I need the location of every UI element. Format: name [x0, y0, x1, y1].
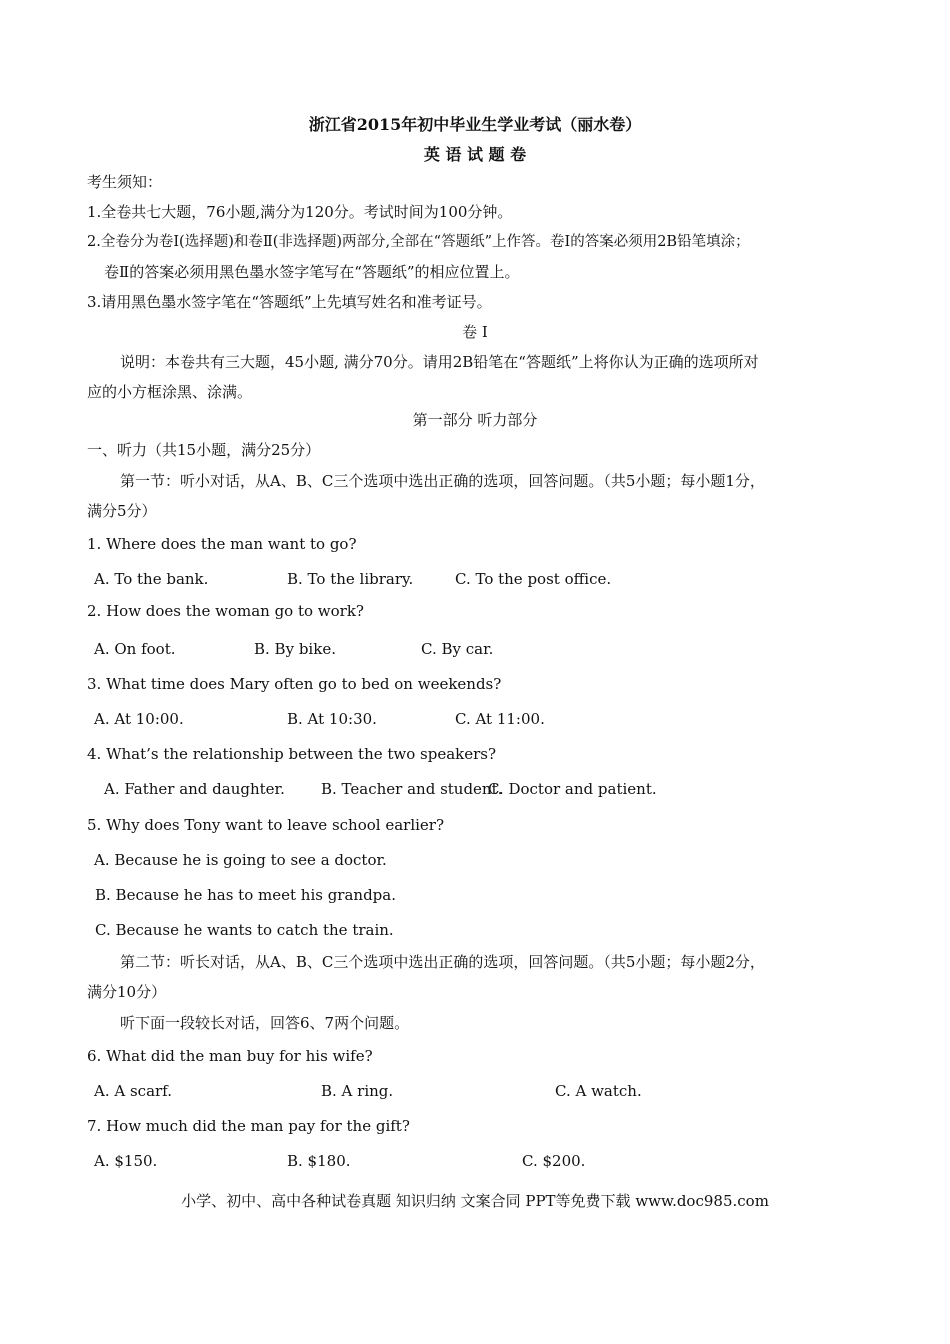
question-2-option-a: A. On foot. — [94, 640, 176, 658]
question-5-option-a: A. Because he is going to see a doctor. — [94, 851, 387, 869]
question-4: 4. What’s the relationship between the two speakers? — [87, 745, 497, 763]
subsection-2-line-2: 满分10分） — [87, 983, 167, 1001]
question-7-option-a: A. $150. — [94, 1152, 158, 1170]
question-2-option-c: C. By car. — [421, 640, 494, 658]
instructions-line-1: 说明：本卷共有三大题，45小题, 满分70分。请用2B铅笔在“答题纸”上将你认为正确的选项所对 — [120, 353, 759, 371]
long-dialog-note: 听下面一段较长对话，回答6、7两个问题。 — [120, 1014, 410, 1032]
question-6-option-c: C. A watch. — [555, 1082, 642, 1100]
question-1: 1. Where does the man want to go? — [87, 535, 357, 553]
question-3-option-a: A. At 10:00. — [94, 710, 184, 728]
notice-heading: 考生须知： — [87, 173, 163, 191]
question-1-option-a: A. To the bank. — [94, 570, 209, 588]
subsection-1-line-2: 满分5分） — [87, 502, 157, 520]
question-6: 6. What did the man buy for his wife? — [87, 1047, 373, 1065]
subsection-1-line-1: 第一节：听小对话，从A、B、C三个选项中选出正确的选项，回答问题。（共5小题；每小题1分， — [120, 472, 765, 490]
volume-heading: 卷 Ⅰ — [462, 323, 488, 341]
question-7-option-b: B. $180. — [287, 1152, 351, 1170]
question-6-option-a: A. A scarf. — [94, 1082, 172, 1100]
subsection-2-line-1: 第二节：听长对话，从A、B、C三个选项中选出正确的选项，回答问题。（共5小题；每小题2分， — [120, 953, 765, 971]
question-5-option-c: C. Because he wants to catch the train. — [95, 921, 394, 939]
question-3-option-b: B. At 10:30. — [287, 710, 377, 728]
question-7-option-c: C. $200. — [522, 1152, 586, 1170]
notice-item-2: 2.全卷分为卷I(选择题)和卷Ⅱ(非选择题)两部分,全部在“答题纸”上作答。卷I的答案必须用2B铅笔填涂； — [87, 234, 750, 250]
question-3-option-c: C. At 11:00. — [455, 710, 545, 728]
question-5: 5. Why does Tony want to leave school earlier? — [87, 816, 445, 834]
exam-title: 浙江省2015年初中毕业生学业考试（丽水卷） — [308, 115, 642, 134]
notice-item-2-cont: 卷Ⅱ的答案必须用黑色墨水签字笔写在“答题纸”的相应位置上。 — [104, 263, 520, 281]
question-4-option-b: B. Teacher and student. — [321, 780, 503, 798]
part-title: 第一部分 听力部分 — [412, 411, 538, 429]
question-6-option-b: B. A ring. — [321, 1082, 394, 1100]
question-1-option-b: B. To the library. — [287, 570, 414, 588]
notice-item-1: 1.全卷共七大题，76小题,满分为120分。考试时间为100分钟。 — [87, 203, 513, 221]
instructions-line-2: 应的小方框涂黑、涂满。 — [87, 383, 253, 401]
question-2-option-b: B. By bike. — [254, 640, 336, 658]
notice-item-3: 3.请用黑色墨水签字笔在“答题纸”上先填写姓名和准考证号。 — [87, 293, 492, 311]
question-3: 3. What time does Mary often go to bed on weekends? — [87, 675, 502, 693]
question-2: 2. How does the woman go to work? — [87, 602, 364, 620]
question-4-option-a: A. Father and daughter. — [104, 780, 285, 798]
question-5-option-b: B. Because he has to meet his grandpa. — [95, 886, 396, 904]
page-footer: 小学、初中、高中各种试卷真题 知识归纳 文案合同 PPT等免费下载 www.doc985.com — [181, 1192, 769, 1210]
exam-subtitle: 英 语 试 题 卷 — [423, 145, 527, 164]
question-4-option-c: C. Doctor and patient. — [488, 780, 657, 798]
question-1-option-c: C. To the post office. — [455, 570, 612, 588]
question-7: 7. How much did the man pay for the gift? — [87, 1117, 410, 1135]
section-heading: 一、听力（共15小题，满分25分） — [87, 441, 321, 459]
